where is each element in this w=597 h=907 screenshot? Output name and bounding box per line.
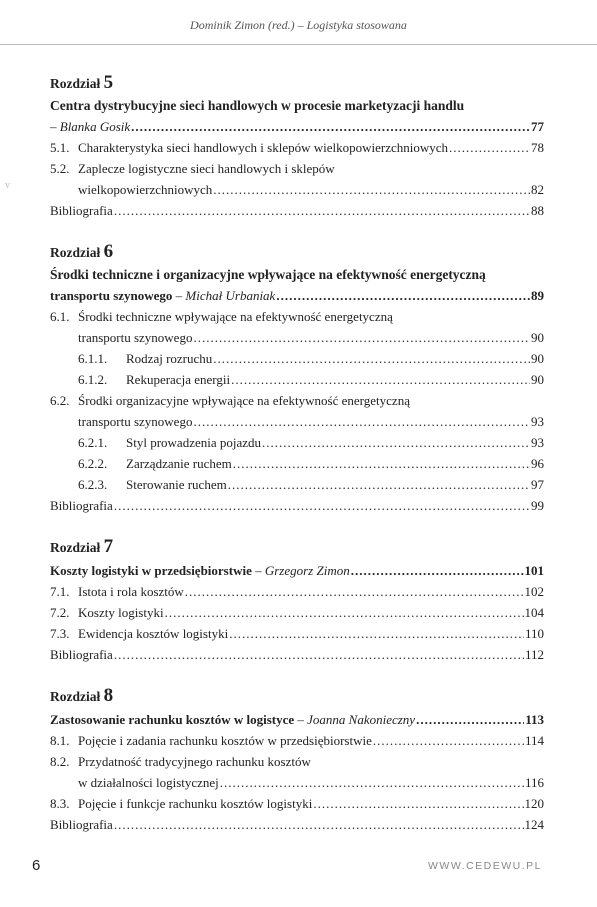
chapter-title-part: Zastosowanie rachunku kosztów w logistyce	[50, 712, 295, 727]
dot-leader	[233, 453, 530, 474]
publisher-website: WWW.CEDEWU.PL	[428, 860, 542, 872]
page-ref: 90	[531, 330, 544, 345]
page-ref: 93	[531, 435, 544, 450]
entry-text: Istota i rola kosztów	[78, 584, 184, 599]
chapter-label	[50, 72, 544, 94]
entry-label	[50, 348, 212, 369]
header-rule	[0, 44, 597, 45]
dot-leader	[193, 327, 530, 348]
chapter-author: – Grzegorz Zimon	[255, 563, 350, 578]
chapter-section	[50, 685, 544, 835]
entry-text: Pojęcie i zadania rachunku kosztów w przedsiębiorstwie	[78, 733, 372, 748]
chapter-title-part: transportu szynowego	[50, 288, 173, 303]
toc-entry[interactable]	[50, 369, 544, 390]
entry-label	[50, 814, 113, 835]
page-ref: 90	[531, 351, 544, 366]
page-ref: 102	[524, 584, 544, 599]
chapter-section	[50, 241, 544, 516]
toc-entry-first-line	[50, 390, 544, 411]
chapter-label-word: Rozdział	[50, 689, 101, 704]
entry-text: Sterowanie ruchem	[126, 477, 227, 492]
chapter-number: 5	[103, 72, 114, 93]
entry-label	[50, 411, 192, 432]
toc-entry[interactable]	[50, 432, 544, 453]
entry-label	[50, 369, 230, 390]
toc-entry[interactable]	[50, 772, 544, 793]
entry-label	[50, 623, 228, 644]
chapter-title-part: Koszty logistyki w przedsiębiorstwie	[50, 563, 252, 578]
entry-label	[50, 200, 113, 221]
page-ref: 77	[531, 119, 544, 134]
page-ref: 113	[525, 712, 544, 727]
entry-label	[50, 432, 261, 453]
page-ref: 114	[524, 733, 544, 748]
entry-number: 8.1.	[50, 733, 70, 748]
chapter-label	[50, 241, 544, 263]
toc-entry-first-line	[50, 306, 544, 327]
dot-leader	[213, 179, 530, 200]
entry-text-first-line: Środki techniczne wpływające na efektywność energetyczną	[78, 309, 393, 324]
page-ref: 78	[531, 140, 544, 155]
bibliography-entry[interactable]	[50, 814, 544, 835]
chapter-label-word: Rozdział	[50, 540, 101, 555]
toc-entry[interactable]	[50, 581, 544, 602]
entry-text: Bibliografia	[50, 498, 113, 513]
entry-number: 7.2.	[50, 605, 70, 620]
entry-label	[50, 644, 113, 665]
entry-text: Charakterystyka sieci handlowych i sklepów wielkopowierzchniowych	[78, 140, 449, 155]
entry-number: 8.3.	[50, 796, 70, 811]
toc-entry-first-line	[50, 158, 544, 179]
dot-leader	[114, 644, 524, 665]
entry-number: 7.3.	[50, 626, 70, 641]
page-ref: 89	[531, 288, 544, 303]
dot-leader	[114, 200, 530, 221]
chapter-number: 6	[103, 241, 114, 262]
bibliography-entry[interactable]	[50, 200, 544, 221]
dot-leader	[220, 772, 524, 793]
page-ref: 104	[524, 605, 544, 620]
entry-label	[50, 730, 372, 751]
entry-text: Koszty logistyki	[78, 605, 164, 620]
page-ref: 96	[531, 456, 544, 471]
dot-leader	[213, 348, 530, 369]
entry-label	[50, 793, 312, 814]
running-title: Dominik Zimon (red.) – Logistyka stosowana	[190, 18, 407, 32]
chapter-title-text	[50, 560, 350, 581]
entry-number: 5.1.	[50, 140, 70, 155]
entry-number: 6.1.1.	[78, 351, 108, 366]
entry-text: Bibliografia	[50, 647, 113, 662]
entry-text: Bibliografia	[50, 203, 113, 218]
entry-label	[50, 495, 113, 516]
toc-entry[interactable]	[50, 602, 544, 623]
page-ref: 110	[524, 626, 544, 641]
toc-entry[interactable]	[50, 474, 544, 495]
page-ref: 99	[531, 498, 544, 513]
dot-leader	[276, 285, 530, 306]
entry-number: 7.1.	[50, 584, 70, 599]
toc-entry[interactable]	[50, 327, 544, 348]
entry-number: 5.2.	[50, 161, 70, 176]
entry-label	[50, 453, 232, 474]
entry-text: Bibliografia	[50, 817, 113, 832]
entry-text: Rodzaj rozruchu	[126, 351, 213, 366]
page-ref: 112	[524, 647, 544, 662]
dot-leader	[351, 560, 524, 581]
chapter-title-line[interactable]	[50, 116, 544, 137]
dot-leader	[193, 411, 530, 432]
entry-number: 6.2.3.	[78, 477, 108, 492]
entry-number: 6.2.1.	[78, 435, 108, 450]
page-ref: 101	[524, 563, 544, 578]
toc-entry[interactable]	[50, 453, 544, 474]
chapter-title-text	[50, 709, 415, 730]
chapter-title-part: – Blanka Gosik	[50, 119, 131, 134]
dot-leader	[373, 730, 524, 751]
entry-text: transportu szynowego	[78, 330, 193, 345]
entry-label	[50, 179, 212, 200]
entry-number: 6.1.	[50, 309, 70, 324]
dot-leader	[313, 793, 523, 814]
chapter-title-text	[50, 285, 275, 306]
toc-entry[interactable]	[50, 179, 544, 200]
entry-text: Rekuperacja energii	[126, 372, 231, 387]
dot-leader	[231, 369, 530, 390]
chapter-number: 8	[103, 685, 114, 706]
toc-entry[interactable]	[50, 793, 544, 814]
bibliography-entry[interactable]	[50, 644, 544, 665]
page-ref: 88	[531, 203, 544, 218]
dot-leader	[131, 116, 530, 137]
page-ref: 116	[524, 775, 544, 790]
chapter-label-word: Rozdział	[50, 76, 101, 91]
chapter-title: Środki techniczne i organizacyjne wpływające na efektywność energetyczną	[50, 267, 486, 282]
dot-leader	[229, 623, 524, 644]
page-ref: 82	[531, 182, 544, 197]
chapter-title-line[interactable]	[50, 560, 544, 581]
chapter-label-word: Rozdział	[50, 245, 101, 260]
chapter-title-text	[50, 116, 130, 137]
dot-leader	[114, 495, 530, 516]
dot-leader	[416, 709, 524, 730]
page-number: 6	[32, 857, 41, 874]
entry-number: 6.2.2.	[78, 456, 108, 471]
chapter-title-line[interactable]	[50, 709, 544, 730]
dot-leader	[449, 137, 530, 158]
dot-leader	[165, 602, 524, 623]
dot-leader	[185, 581, 524, 602]
entry-text: Pojęcie i funkcje rachunku kosztów logistyki	[78, 796, 313, 811]
page-ref: 124	[524, 817, 544, 832]
toc-entry[interactable]	[50, 411, 544, 432]
table-of-contents	[50, 72, 544, 855]
chapter-label	[50, 685, 544, 707]
toc-entry-first-line	[50, 751, 544, 772]
toc-entry[interactable]	[50, 137, 544, 158]
entry-label	[50, 772, 219, 793]
entry-text: wielkopowierzchniowych	[78, 182, 213, 197]
chapter-number: 7	[103, 536, 114, 557]
page-ref: 120	[524, 796, 544, 811]
toc-entry[interactable]	[50, 348, 544, 369]
entry-text: w działalności logistycznej	[78, 775, 219, 790]
chapter-section	[50, 72, 544, 221]
entry-text-first-line: Środki organizacyjne wpływające na efektywność energetyczną	[78, 393, 410, 408]
page-ref: 90	[531, 372, 544, 387]
chapter-title-line[interactable]	[50, 285, 544, 306]
margin-mark: v	[5, 180, 10, 191]
entry-text-first-line: Przydatność tradycyjnego rachunku kosztów	[78, 754, 311, 769]
dot-leader	[262, 432, 530, 453]
entry-label	[50, 327, 192, 348]
dot-leader	[228, 474, 530, 495]
entry-label	[50, 474, 227, 495]
entry-number: 6.2.	[50, 393, 70, 408]
bibliography-entry[interactable]	[50, 495, 544, 516]
entry-text: transportu szynowego	[78, 414, 193, 429]
chapter-section	[50, 536, 544, 665]
chapter-title: Centra dystrybucyjne sieci handlowych w procesie marketyzacji handlu	[50, 98, 465, 113]
page-ref: 93	[531, 414, 544, 429]
entry-text: Zarządzanie ruchem	[126, 456, 232, 471]
dot-leader	[114, 814, 524, 835]
chapter-author: – Joanna Nakonieczny	[297, 712, 416, 727]
page-ref: 97	[531, 477, 544, 492]
entry-number: 6.1.2.	[78, 372, 108, 387]
toc-entry[interactable]	[50, 730, 544, 751]
entry-label	[50, 137, 448, 158]
entry-label	[50, 581, 184, 602]
chapter-author: – Michał Urbaniak	[175, 288, 276, 303]
toc-entry[interactable]	[50, 623, 544, 644]
entry-number: 8.2.	[50, 754, 70, 769]
entry-text-first-line: Zaplecze logistyczne sieci handlowych i sklepów	[78, 161, 335, 176]
entry-label	[50, 602, 164, 623]
entry-text: Styl prowadzenia pojazdu	[126, 435, 262, 450]
entry-text: Ewidencja kosztów logistyki	[78, 626, 229, 641]
chapter-label	[50, 536, 544, 558]
